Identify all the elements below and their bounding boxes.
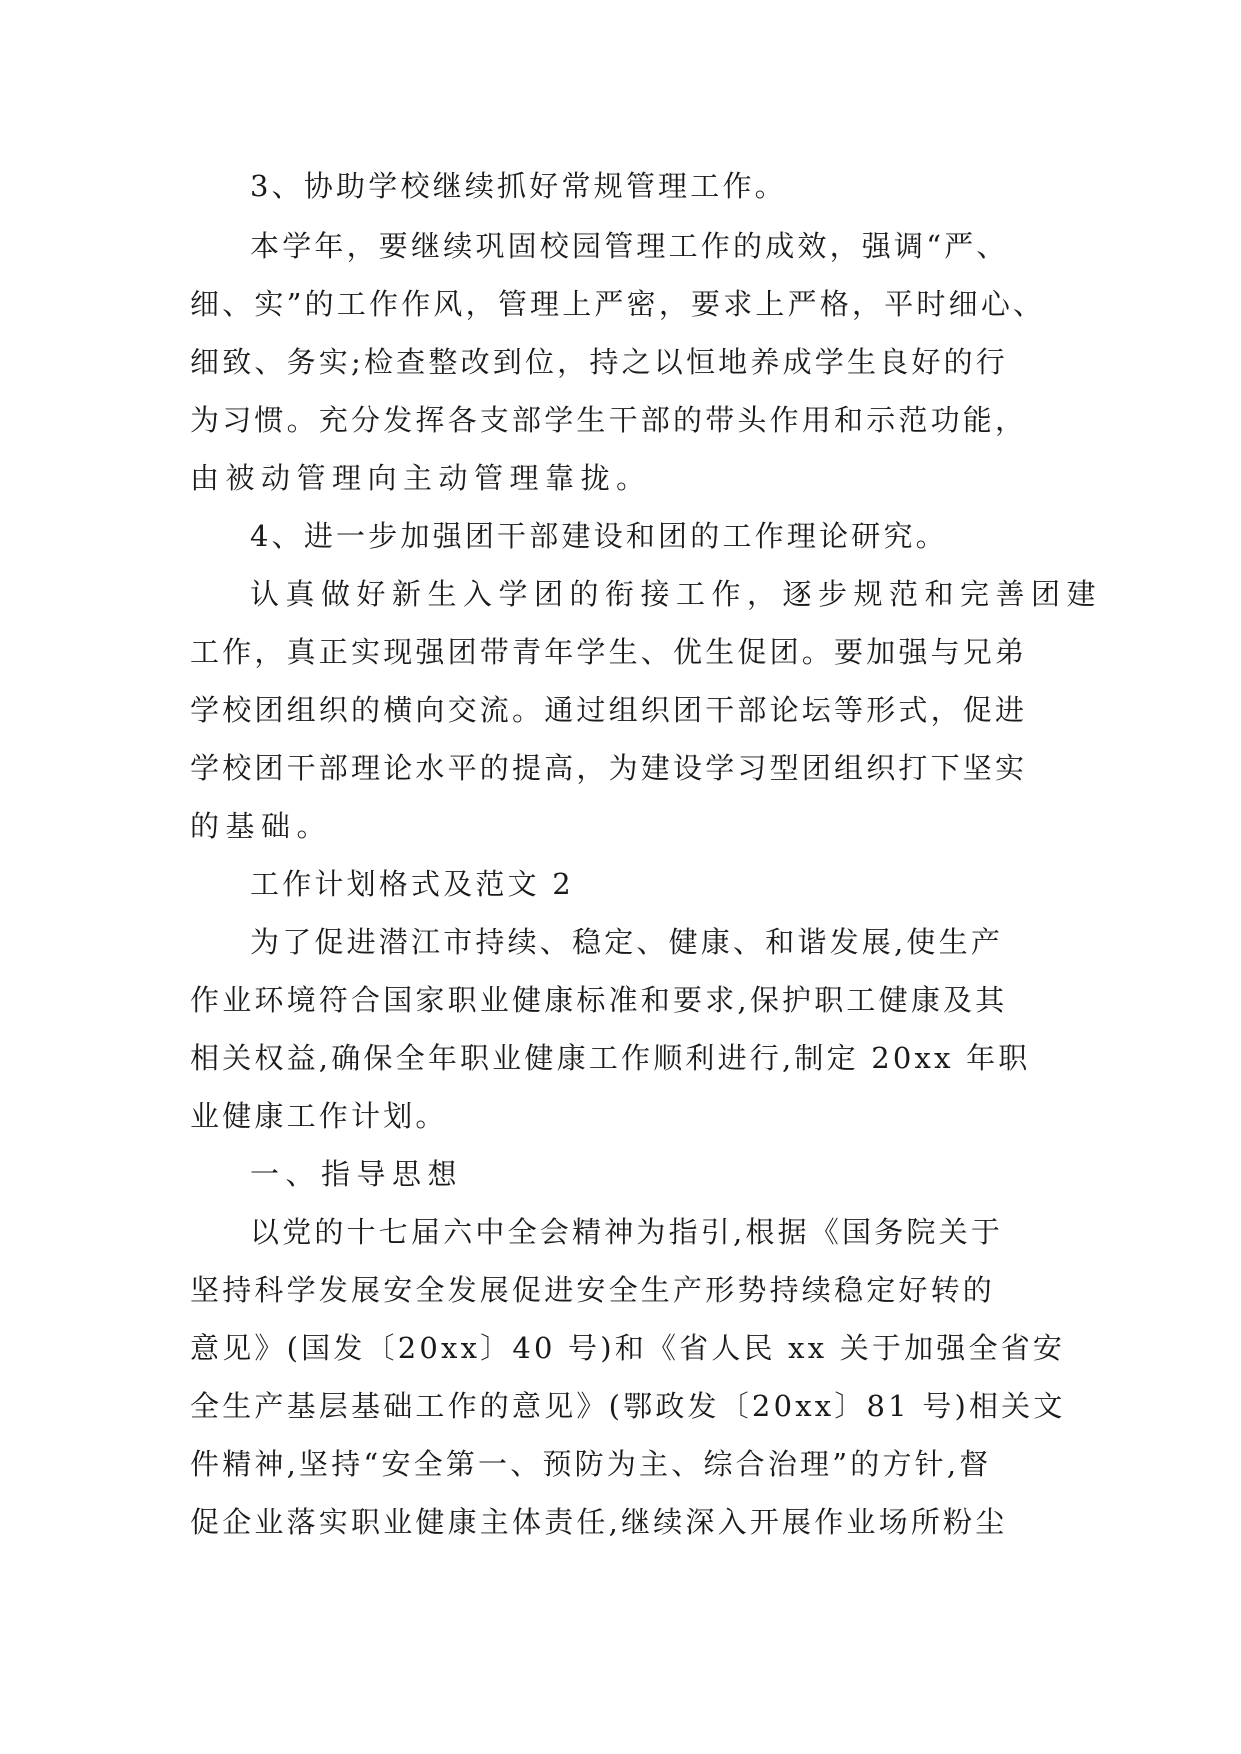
paragraph-line: 本学年，要继续巩固校园管理工作的成效，强调“严、 xyxy=(250,229,1009,263)
paragraph-line: 细致、务实;检查整改到位，持之以恒地养成学生良好的行 xyxy=(190,345,1008,379)
item-heading-3: 3、协助学校继续抓好常规管理工作。 xyxy=(250,169,787,203)
item-heading-4: 4、进一步加强团干部建设和团的工作理论研究。 xyxy=(250,519,948,553)
paragraph-line: 以党的十七届六中全会精神为指引,根据《国务院关于 xyxy=(250,1215,1004,1249)
paragraph-line: 工作，真正实现强团带青年学生、优生促团。要加强与兄弟 xyxy=(190,635,1028,669)
paragraph-line: 意见》(国发〔20xx〕40 号)和《省人民 xx 关于加强全省安 xyxy=(190,1331,1066,1365)
paragraph-line: 相关权益,确保全年职业健康工作顺利进行,制定 20xx 年职 xyxy=(190,1041,1031,1075)
paragraph-line: 件精神,坚持“安全第一、预防为主、综合治理”的方针,督 xyxy=(190,1447,992,1481)
section-heading-guiding-ideology: 一、指导思想 xyxy=(250,1157,464,1191)
section-title: 工作计划格式及范文 2 xyxy=(250,867,574,901)
paragraph-line: 的基础。 xyxy=(190,809,333,843)
paragraph-line: 细、实”的工作作风，管理上严密，要求上严格，平时细心、 xyxy=(190,287,1046,321)
paragraph-line: 坚持科学发展安全发展促进安全生产形势持续稳定好转的 xyxy=(190,1273,996,1307)
paragraph-line: 促企业落实职业健康主体责任,继续深入开展作业场所粉尘 xyxy=(190,1505,1008,1539)
paragraph-line: 学校团干部理论水平的提高，为建设学习型团组织打下坚实 xyxy=(190,751,1028,785)
paragraph-line: 学校团组织的横向交流。通过组织团干部论坛等形式，促进 xyxy=(190,693,1028,727)
paragraph-line: 业健康工作计划。 xyxy=(190,1099,448,1133)
paragraph-line: 为了促进潜江市持续、稳定、健康、和谐发展,使生产 xyxy=(250,925,1004,959)
paragraph-line: 全生产基层基础工作的意见》(鄂政发〔20xx〕81 号)相关文 xyxy=(190,1389,1066,1423)
paragraph-line: 作业环境符合国家职业健康标准和要求,保护职工健康及其 xyxy=(190,983,1008,1017)
paragraph-line: 认真做好新生入学团的衔接工作，逐步规范和完善团建 xyxy=(250,577,1103,611)
paragraph-line: 为习惯。充分发挥各支部学生干部的带头作用和示范功能， xyxy=(190,403,1028,437)
paragraph-line: 由被动管理向主动管理靠拢。 xyxy=(190,461,652,495)
